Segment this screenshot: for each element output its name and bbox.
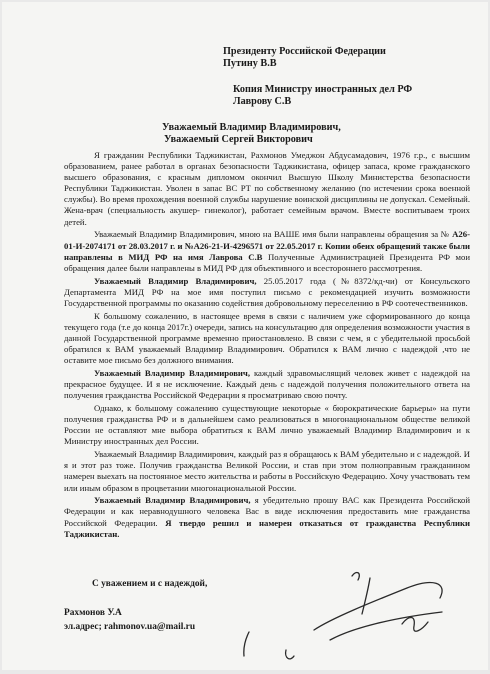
copy-block — [233, 84, 412, 109]
addressee-title: Президенту Российской Федерации — [223, 46, 386, 57]
bold-text-segment: А26-01-И-2074171 от 28.03.2017 г. и №А26-21-И-4296571 от 22.05.2017 г. Копии обеих обращений также были направлены в МИД РФ на имя Лаврова С.В — [64, 229, 470, 262]
greeting-line-1: Уважаемый Владимир Владимирович, — [162, 122, 341, 133]
bold-text-segment: Уважаемый Владимир Владимирович, — [94, 495, 251, 506]
bold-text-segment: Уважаемый Владимир Владимирович, — [94, 367, 251, 378]
body-paragraph — [64, 403, 470, 447]
text-segment: Уважаемый Владимир Владимирович, каждый раз я обращаюсь к ВАМ убедительно и с надеждой. И я и этот раз тоже. Получив гражданства Великой России, и став при этом полноправным гражданином намерен выехать на постоянное место жительства и работы в Российскую Федерацию. Хочу участвовать тем или иным образом в процветании многонациональной России. — [64, 449, 470, 493]
body-paragraph — [64, 229, 470, 273]
greeting-line-2: Уважаемый Сергей Викторович — [164, 134, 313, 146]
handwritten-signature — [202, 568, 472, 668]
text-segment: 25.05.2017 года (№8372/кд-чи) от Консульского Департамента МИД РФ на мое имя поступил письмо с рекомендацией изучить возможности Государственной программы по оказанию содействия добровольному переселению в РФ соотечественников. — [64, 275, 470, 308]
body-paragraph — [64, 150, 470, 228]
copy-title: Копия Министру иностранных дел РФ — [233, 84, 413, 95]
letter-page — [2, 2, 488, 670]
body-paragraph — [64, 311, 470, 366]
addressee-block — [223, 46, 386, 71]
text-segment: Я гражданин Республики Таджикистан, Рахмонов Умеджон Абдусамадович, 1976 г.р., с высшим образованием, ранее работал в органах безопасности Таджикистана, офицер запаса, кроме гражданского высшего образования, с красным дипломом окончил Высшую Школу Министерства безопасности Республики Таджикистан. Уволен в запас ВС РТ по собственному желанию (по истечении срока военной службы). Во время прохождения военной службы нарушение воинской дисциплины не допускал. Семейный. Жена-врач (специальность акушер- гинеколог), работает семейным врачом. Вместе воспитываем троих детей. — [64, 150, 470, 227]
greeting-block — [162, 122, 341, 146]
closing-line: С уважением и с надеждой, — [92, 579, 208, 589]
text-segment: Однако, к большому сожалению существующие некоторые « бюрократические барьеры» на пути получения гражданства РФ и в дальнейшем само реализоваться в многонациональном обществе великой России не оставляют мне выбора обратиться к ВАМ лично уважаемый Владимир Владимирович и к Министру иностранных дел России. — [64, 403, 470, 447]
body-paragraph — [64, 449, 470, 493]
letter-body — [64, 150, 470, 542]
text-segment: Полученные Администрацией Президента РФ мои обращения далее были направлены в МИД РФ для объективного и всестороннего рассмотрения. — [64, 251, 470, 273]
text-segment: каждый здравомыслящий человек живет с надеждой на прекрасное будущее. И я не исключение. Каждый день с надеждой получения положительного ответа на получения гражданства Российской Федерации я просматриваю свою почту. — [64, 367, 470, 401]
bold-text-segment: Уважаемый Владимир Владимирович, — [94, 275, 257, 286]
text-segment: К большому сожалению, в настоящее время в связи с наличием уже сформированного до конца текущего года (т.е до конца 2017г.) очереди, запись на консультацию для определения возможности участия в данной Государственной программе временно приостановлено. В связи с чем, я с убедительной просьбой обратился к ВАМ уважаемый Владимир Владимирович. Обратился к ВАМ лично с надеждой ,что не оставите мое письмо без должного внимания. — [64, 310, 470, 366]
sender-name: Рахмонов У.А — [64, 608, 122, 618]
bold-text-segment: Я твердо решил и намерен отказаться от гражданства Республики Таджикистан. — [64, 517, 471, 539]
sender-block — [64, 606, 195, 634]
body-paragraph — [64, 276, 470, 309]
body-paragraph — [64, 368, 470, 401]
text-segment: Уважаемый Владимир Владимирович, мною на ВАШЕ имя были направлены обращения за № — [94, 229, 453, 240]
text-segment: я убедительно прошу ВАС как Президента Российской Федерации и как неравнодушного человека Вас в виде исключения предоставить мне гражданства Российской Федерации. — [64, 495, 470, 528]
body-paragraph — [64, 495, 470, 539]
copy-name: Лаврову С.В — [233, 96, 292, 108]
addressee-name: Путину В.В — [223, 58, 277, 70]
sender-email: эл.адрес; rahmonov.ua@mail.ru — [64, 622, 196, 632]
